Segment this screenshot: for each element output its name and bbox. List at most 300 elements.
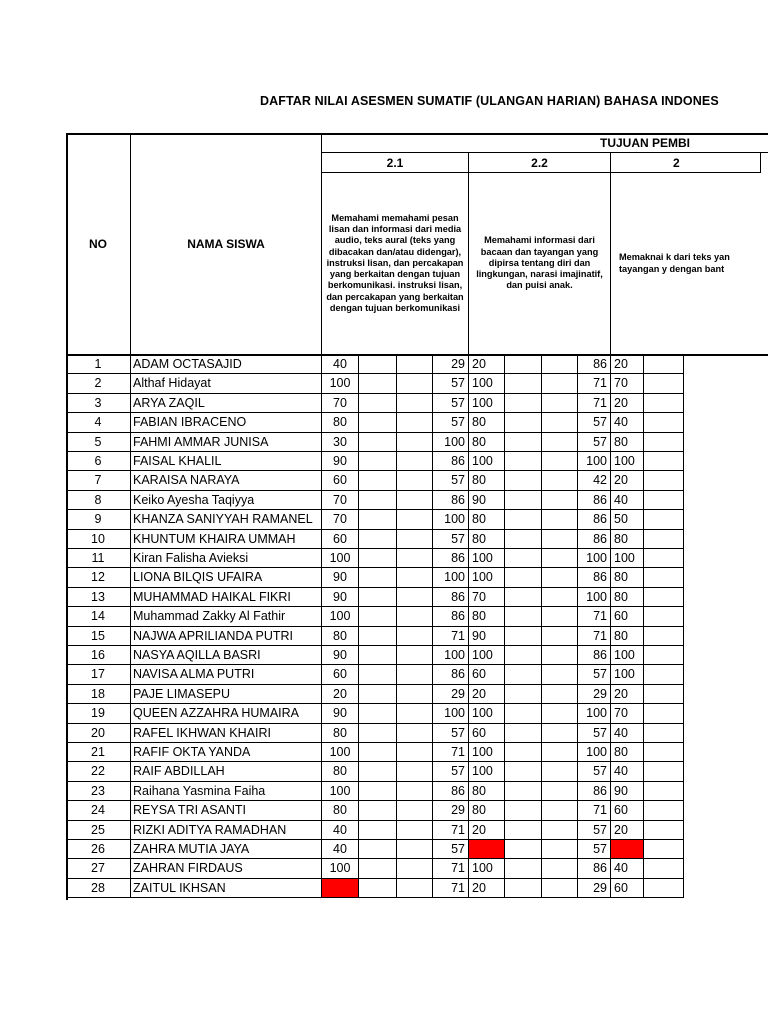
cell-a1: 90	[322, 646, 359, 665]
empty-score-cell	[397, 510, 433, 529]
cell-name: REYSA TRI ASANTI	[131, 801, 322, 820]
cell-c1: 40	[611, 724, 644, 743]
cell-c1: 40	[611, 762, 644, 781]
cell-a1: 40	[322, 355, 359, 374]
cell-no: 9	[66, 510, 131, 529]
cell-c1: 100	[611, 665, 644, 684]
cell-a4: 57	[433, 374, 469, 393]
cell-c1: 50	[611, 510, 644, 529]
empty-score-cell	[644, 452, 684, 471]
cell-a1: 100	[322, 374, 359, 393]
empty-score-cell	[505, 743, 542, 762]
cell-a4: 71	[433, 859, 469, 878]
cell-name: NAVISA ALMA PUTRI	[131, 665, 322, 684]
cell-b1: 100	[469, 568, 505, 587]
cell-b4: 86	[578, 646, 611, 665]
empty-score-cell	[644, 704, 684, 723]
empty-score-cell	[359, 588, 397, 607]
cell-no: 28	[66, 879, 131, 898]
empty-score-cell	[542, 879, 578, 898]
empty-score-cell	[397, 394, 433, 413]
cell-a1: 100	[322, 743, 359, 762]
cell-no: 20	[66, 724, 131, 743]
empty-score-cell	[505, 879, 542, 898]
cell-b4: 71	[578, 801, 611, 820]
cell-b4: 86	[578, 355, 611, 374]
empty-score-cell	[644, 549, 684, 568]
cell-a4: 100	[433, 646, 469, 665]
cell-b4: 86	[578, 510, 611, 529]
empty-score-cell	[359, 646, 397, 665]
cell-a4: 57	[433, 724, 469, 743]
empty-score-cell	[359, 549, 397, 568]
page-title: DAFTAR NILAI ASESMEN SUMATIF (ULANGAN HARIAN) BAHASA INDONES	[260, 94, 719, 108]
cell-c1: 80	[611, 588, 644, 607]
empty-score-cell	[505, 568, 542, 587]
empty-score-cell	[397, 724, 433, 743]
empty-score-cell	[644, 743, 684, 762]
cell-b4: 57	[578, 821, 611, 840]
cell-b4: 71	[578, 627, 611, 646]
cell-name: Keiko Ayesha Taqiyya	[131, 491, 322, 510]
cell-name: KHANZA SANIYYAH RAMANEL	[131, 510, 322, 529]
cell-b1: 90	[469, 627, 505, 646]
empty-score-cell	[359, 394, 397, 413]
cell-no: 22	[66, 762, 131, 781]
cell-b4: 100	[578, 743, 611, 762]
cell-b1: 20	[469, 821, 505, 840]
cell-c1: 70	[611, 704, 644, 723]
empty-score-cell	[542, 762, 578, 781]
cell-c1: 80	[611, 530, 644, 549]
empty-score-cell	[397, 568, 433, 587]
empty-score-cell	[397, 588, 433, 607]
empty-score-cell	[359, 530, 397, 549]
cell-b4: 57	[578, 724, 611, 743]
empty-score-cell	[542, 665, 578, 684]
cell-name: LIONA BILQIS UFAIRA	[131, 568, 322, 587]
cell-a1: 100	[322, 859, 359, 878]
empty-score-cell	[644, 530, 684, 549]
cell-name: QUEEN AZZAHRA HUMAIRA	[131, 704, 322, 723]
empty-score-cell	[359, 743, 397, 762]
empty-score-cell	[397, 627, 433, 646]
empty-score-cell	[505, 840, 542, 859]
empty-score-cell	[644, 762, 684, 781]
cell-a4: 57	[433, 394, 469, 413]
cell-b1: 80	[469, 471, 505, 490]
cell-name: FAHMI AMMAR JUNISA	[131, 433, 322, 452]
cell-b4: 71	[578, 374, 611, 393]
cell-a4: 100	[433, 568, 469, 587]
cell-name: KARAISA NARAYA	[131, 471, 322, 490]
cell-name: NAJWA APRILIANDA PUTRI	[131, 627, 322, 646]
cell-c1: 40	[611, 413, 644, 432]
empty-score-cell	[505, 782, 542, 801]
cell-b1: 80	[469, 530, 505, 549]
cell-no: 6	[66, 452, 131, 471]
header-nama-siswa: NAMA SISWA	[131, 133, 322, 355]
header-tp-2-2: 2.2	[469, 153, 611, 173]
empty-score-cell	[542, 801, 578, 820]
empty-score-cell	[505, 510, 542, 529]
empty-score-cell	[644, 685, 684, 704]
header-tp-next: 2	[611, 153, 761, 173]
cell-a1: 80	[322, 627, 359, 646]
cell-name: ZAHRAN FIRDAUS	[131, 859, 322, 878]
empty-score-cell	[505, 471, 542, 490]
cell-no: 17	[66, 665, 131, 684]
empty-score-cell	[397, 646, 433, 665]
cell-a1: 20	[322, 685, 359, 704]
cell-a1: 80	[322, 413, 359, 432]
cell-name: FABIAN IBRACENO	[131, 413, 322, 432]
cell-no: 12	[66, 568, 131, 587]
header-tp-next-description: Memaknai k dari teks yan tayangan y dengan bant	[611, 173, 768, 355]
cell-b1: 20	[469, 879, 505, 898]
cell-c1: 80	[611, 627, 644, 646]
cell-b4: 100	[578, 704, 611, 723]
cell-a4: 100	[433, 510, 469, 529]
cell-a4: 71	[433, 879, 469, 898]
cell-name: ARYA ZAQIL	[131, 394, 322, 413]
cell-b1: 100	[469, 743, 505, 762]
empty-score-cell	[359, 821, 397, 840]
empty-score-cell	[644, 413, 684, 432]
cell-no: 16	[66, 646, 131, 665]
empty-score-cell	[397, 879, 433, 898]
empty-score-cell	[359, 627, 397, 646]
empty-score-cell	[505, 762, 542, 781]
empty-score-cell	[542, 355, 578, 374]
empty-score-cell	[359, 762, 397, 781]
cell-b1: 70	[469, 588, 505, 607]
cell-b1: 60	[469, 724, 505, 743]
empty-score-cell	[542, 859, 578, 878]
empty-score-cell	[397, 413, 433, 432]
cell-a1: 40	[322, 840, 359, 859]
cell-b4: 57	[578, 665, 611, 684]
cell-name: RAIF ABDILLAH	[131, 762, 322, 781]
empty-score-cell	[542, 685, 578, 704]
empty-score-cell	[505, 413, 542, 432]
cell-b4: 86	[578, 530, 611, 549]
cell-name: ZAHRA MUTIA JAYA	[131, 840, 322, 859]
cell-a1: 60	[322, 530, 359, 549]
cell-name: RAFEL IKHWAN KHAIRI	[131, 724, 322, 743]
cell-b1: 80	[469, 607, 505, 626]
cell-b1: 100	[469, 549, 505, 568]
empty-score-cell	[505, 685, 542, 704]
cell-c1: 20	[611, 471, 644, 490]
cell-name: ZAITUL IKHSAN	[131, 879, 322, 898]
empty-score-cell	[359, 685, 397, 704]
cell-c1: 20	[611, 394, 644, 413]
cell-a1: 80	[322, 801, 359, 820]
cell-c1: 70	[611, 374, 644, 393]
cell-name: NASYA AQILLA BASRI	[131, 646, 322, 665]
empty-score-cell	[359, 704, 397, 723]
cell-name: ADAM OCTASAJID	[131, 355, 322, 374]
cell-a4: 29	[433, 685, 469, 704]
empty-score-cell	[542, 646, 578, 665]
empty-score-cell	[397, 859, 433, 878]
empty-score-cell	[542, 840, 578, 859]
empty-score-cell	[359, 510, 397, 529]
cell-a1: 90	[322, 568, 359, 587]
empty-score-cell	[505, 374, 542, 393]
cell-a1: 70	[322, 394, 359, 413]
empty-score-cell	[505, 530, 542, 549]
empty-score-cell	[644, 433, 684, 452]
empty-score-cell	[505, 821, 542, 840]
empty-score-cell	[397, 491, 433, 510]
header-tp-2-1: 2.1	[322, 153, 469, 173]
cell-b4: 86	[578, 782, 611, 801]
empty-score-cell	[644, 840, 684, 859]
empty-score-cell	[359, 568, 397, 587]
empty-score-cell	[644, 782, 684, 801]
cell-c1: 40	[611, 859, 644, 878]
cell-name: KHUNTUM KHAIRA UMMAH	[131, 530, 322, 549]
cell-a1: 100	[322, 782, 359, 801]
cell-no: 4	[66, 413, 131, 432]
cell-a4: 86	[433, 588, 469, 607]
cell-b4: 57	[578, 433, 611, 452]
empty-score-cell	[505, 549, 542, 568]
cell-c1: 60	[611, 879, 644, 898]
cell-b4: 29	[578, 685, 611, 704]
cell-no: 18	[66, 685, 131, 704]
cell-no: 15	[66, 627, 131, 646]
cell-c1: 60	[611, 801, 644, 820]
empty-score-cell	[542, 510, 578, 529]
cell-b4: 100	[578, 549, 611, 568]
empty-score-cell	[359, 413, 397, 432]
cell-b1: 100	[469, 704, 505, 723]
cell-a4: 57	[433, 762, 469, 781]
cell-c1: 100	[611, 646, 644, 665]
empty-score-cell	[542, 394, 578, 413]
empty-score-cell	[397, 685, 433, 704]
cell-no: 3	[66, 394, 131, 413]
empty-score-cell	[359, 607, 397, 626]
cell-name: FAISAL KHALIL	[131, 452, 322, 471]
empty-score-cell	[505, 491, 542, 510]
cell-c1: 80	[611, 568, 644, 587]
cell-b1: 90	[469, 491, 505, 510]
cell-no: 14	[66, 607, 131, 626]
empty-score-cell	[397, 433, 433, 452]
grade-table	[66, 133, 768, 900]
cell-a1: 70	[322, 491, 359, 510]
empty-score-cell	[359, 374, 397, 393]
empty-score-cell	[505, 724, 542, 743]
cell-no: 13	[66, 588, 131, 607]
empty-score-cell	[542, 568, 578, 587]
cell-no: 26	[66, 840, 131, 859]
cell-c1: 60	[611, 607, 644, 626]
cell-a4: 71	[433, 821, 469, 840]
cell-b1: 80	[469, 801, 505, 820]
cell-name: Althaf Hidayat	[131, 374, 322, 393]
empty-score-cell	[505, 394, 542, 413]
empty-score-cell	[397, 374, 433, 393]
cell-no: 21	[66, 743, 131, 762]
empty-score-cell	[644, 510, 684, 529]
cell-b4: 100	[578, 588, 611, 607]
empty-score-cell	[397, 607, 433, 626]
empty-score-cell	[397, 782, 433, 801]
cell-a4: 86	[433, 452, 469, 471]
empty-score-cell	[644, 627, 684, 646]
empty-score-cell	[505, 433, 542, 452]
empty-score-cell	[397, 355, 433, 374]
empty-score-cell	[644, 646, 684, 665]
cell-name: PAJE LIMASEPU	[131, 685, 322, 704]
empty-score-cell	[505, 859, 542, 878]
missing-score-cell	[322, 879, 359, 898]
empty-score-cell	[397, 743, 433, 762]
cell-b4: 57	[578, 762, 611, 781]
cell-b4: 71	[578, 394, 611, 413]
cell-b4: 71	[578, 607, 611, 626]
empty-score-cell	[542, 433, 578, 452]
empty-score-cell	[644, 588, 684, 607]
empty-score-cell	[644, 471, 684, 490]
empty-score-cell	[644, 394, 684, 413]
empty-score-cell	[644, 607, 684, 626]
cell-no: 19	[66, 704, 131, 723]
empty-score-cell	[505, 646, 542, 665]
empty-score-cell	[359, 471, 397, 490]
cell-name: RIZKI ADITYA RAMADHAN	[131, 821, 322, 840]
empty-score-cell	[542, 743, 578, 762]
empty-score-cell	[397, 762, 433, 781]
cell-a1: 60	[322, 665, 359, 684]
cell-a1: 30	[322, 433, 359, 452]
empty-score-cell	[359, 491, 397, 510]
empty-score-cell	[542, 704, 578, 723]
cell-no: 11	[66, 549, 131, 568]
cell-no: 23	[66, 782, 131, 801]
empty-score-cell	[397, 452, 433, 471]
cell-no: 5	[66, 433, 131, 452]
cell-a4: 57	[433, 840, 469, 859]
cell-a4: 86	[433, 549, 469, 568]
cell-a4: 71	[433, 743, 469, 762]
empty-score-cell	[644, 374, 684, 393]
empty-score-cell	[359, 665, 397, 684]
empty-score-cell	[542, 471, 578, 490]
cell-a4: 29	[433, 355, 469, 374]
empty-score-cell	[542, 782, 578, 801]
cell-a1: 90	[322, 588, 359, 607]
cell-a4: 86	[433, 491, 469, 510]
cell-a4: 57	[433, 530, 469, 549]
empty-score-cell	[644, 665, 684, 684]
cell-c1: 20	[611, 821, 644, 840]
cell-c1: 40	[611, 491, 644, 510]
empty-score-cell	[644, 801, 684, 820]
cell-c1: 100	[611, 549, 644, 568]
empty-score-cell	[397, 840, 433, 859]
cell-b1: 60	[469, 665, 505, 684]
empty-score-cell	[359, 859, 397, 878]
empty-score-cell	[644, 724, 684, 743]
cell-no: 8	[66, 491, 131, 510]
cell-b4: 86	[578, 859, 611, 878]
empty-score-cell	[644, 568, 684, 587]
cell-b4: 42	[578, 471, 611, 490]
cell-b1: 100	[469, 394, 505, 413]
cell-a4: 57	[433, 471, 469, 490]
empty-score-cell	[542, 491, 578, 510]
empty-score-cell	[505, 704, 542, 723]
cell-a1: 60	[322, 471, 359, 490]
cell-no: 10	[66, 530, 131, 549]
empty-score-cell	[542, 374, 578, 393]
empty-score-cell	[644, 879, 684, 898]
cell-a4: 71	[433, 627, 469, 646]
cell-b1: 100	[469, 374, 505, 393]
empty-score-cell	[542, 627, 578, 646]
header-tp-2-2-description: Memahami informasi dari bacaan dan tayangan yang dipirsa tentang diri dan lingkungan, narasi imajinatif, dan puisi anak.	[469, 173, 611, 355]
cell-b1: 80	[469, 782, 505, 801]
cell-c1: 100	[611, 452, 644, 471]
empty-score-cell	[542, 607, 578, 626]
cell-c1: 20	[611, 355, 644, 374]
cell-a1: 40	[322, 821, 359, 840]
empty-score-cell	[397, 549, 433, 568]
empty-score-cell	[644, 491, 684, 510]
cell-name: RAFIF OKTA YANDA	[131, 743, 322, 762]
cell-a1: 90	[322, 452, 359, 471]
empty-score-cell	[505, 452, 542, 471]
empty-score-cell	[397, 471, 433, 490]
cell-b1: 80	[469, 433, 505, 452]
empty-score-cell	[505, 607, 542, 626]
empty-score-cell	[397, 530, 433, 549]
empty-score-cell	[644, 355, 684, 374]
cell-a4: 57	[433, 413, 469, 432]
cell-c1: 80	[611, 433, 644, 452]
cell-a4: 29	[433, 801, 469, 820]
cell-b4: 29	[578, 879, 611, 898]
cell-name: Kiran Falisha Avieksi	[131, 549, 322, 568]
cell-a4: 100	[433, 433, 469, 452]
cell-a1: 70	[322, 510, 359, 529]
empty-score-cell	[359, 840, 397, 859]
cell-b1: 80	[469, 510, 505, 529]
empty-score-cell	[542, 413, 578, 432]
cell-no: 2	[66, 374, 131, 393]
cell-b1: 100	[469, 452, 505, 471]
cell-a4: 100	[433, 704, 469, 723]
empty-score-cell	[505, 801, 542, 820]
cell-name: MUHAMMAD HAIKAL FIKRI	[131, 588, 322, 607]
missing-score-cell	[469, 840, 505, 859]
empty-score-cell	[542, 452, 578, 471]
empty-score-cell	[644, 821, 684, 840]
missing-score-cell	[611, 840, 644, 859]
cell-no: 27	[66, 859, 131, 878]
cell-no: 24	[66, 801, 131, 820]
cell-c1: 20	[611, 685, 644, 704]
header-no: NO	[66, 133, 131, 355]
cell-b1: 100	[469, 859, 505, 878]
cell-b4: 57	[578, 840, 611, 859]
